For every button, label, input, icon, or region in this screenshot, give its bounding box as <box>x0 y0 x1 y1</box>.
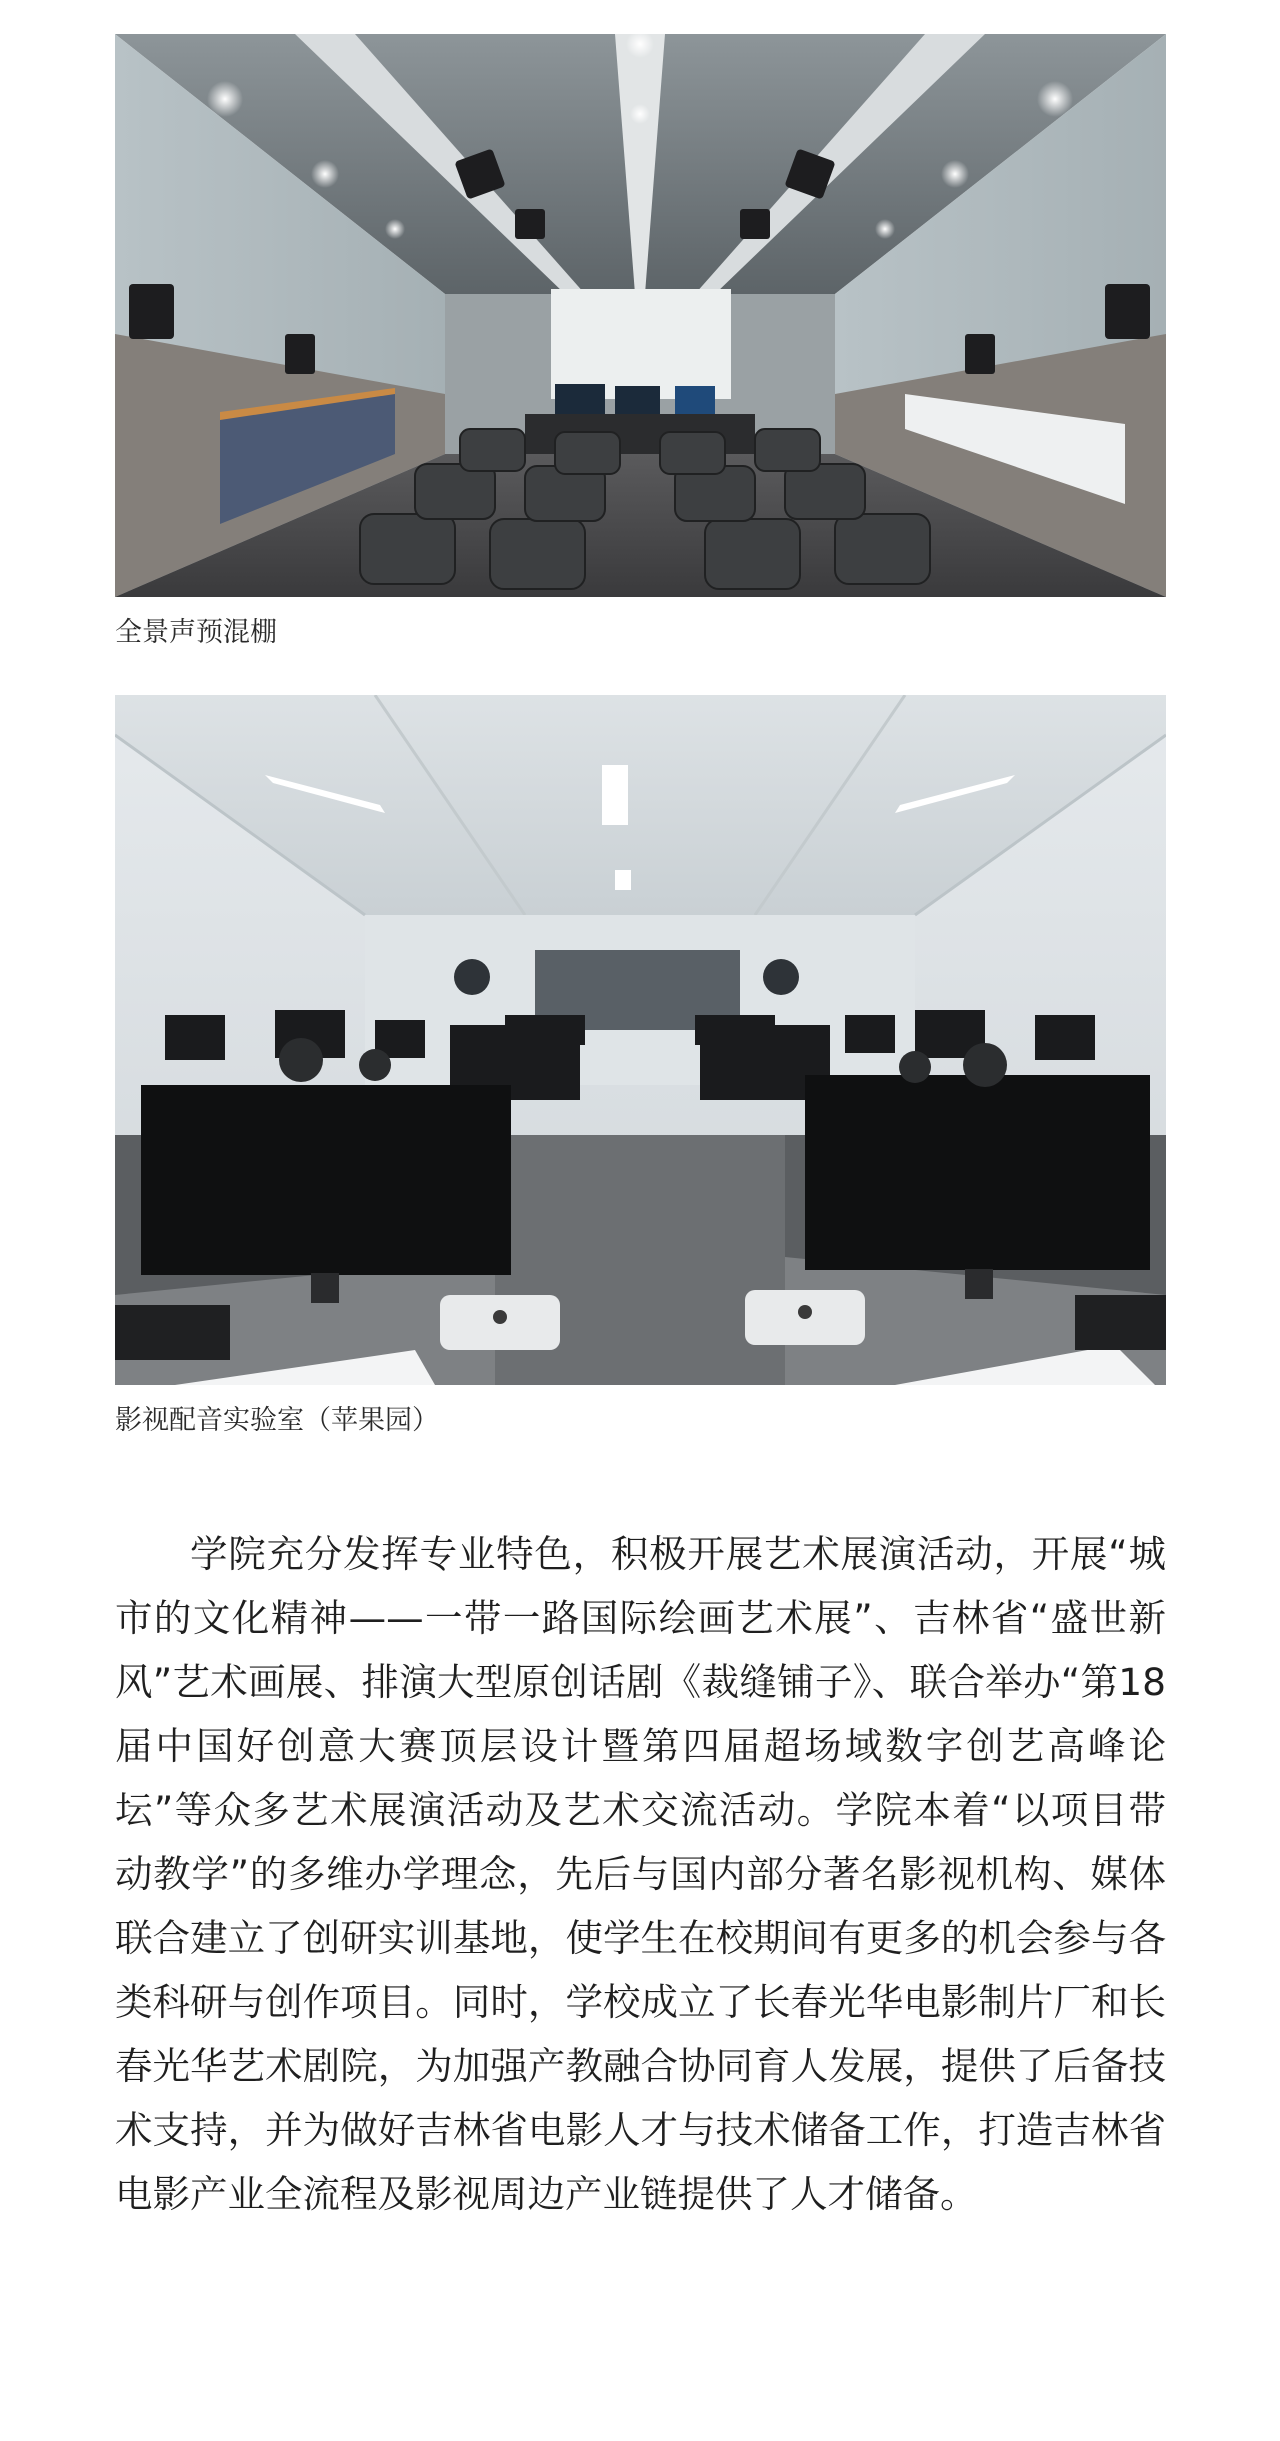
body-paragraph: 学院充分发挥专业特色，积极开展艺术展演活动，开展“城市的文化精神——一带一路国际绘画艺术展”、吉林省“盛世新风”艺术画展、排演大型原创话剧《裁缝铺子》、联合举办“第18届中国好创意大赛顶层设计暨第四届超场域数字创艺高峰论坛”等众多艺术展演活动及艺术交流活动。学院本着“以项目带动教学”的多维办学理念，先后与国内部分著名影视机构、媒体联合建立了创研实训基地，使学生在校期间有更多的机会参与各类科研与创作项目。同时，学校成立了长春光华电影制片厂和长春光华艺术剧院，为加强产教融合协同育人发展，提供了后备技术支持，并为做好吉林省电影人才与技术储备工作，打造吉林省电影产业全流程及影视周边产业链提供了人才储备。 <box>115 1532 1166 2216</box>
figure-caption: 全景声预混棚 <box>115 617 277 648</box>
surround-premix-studio-photo <box>115 34 1166 597</box>
figure-caption: 影视配音实验室（苹果园） <box>115 1405 439 1436</box>
dubbing-lab-photo <box>115 695 1166 1385</box>
